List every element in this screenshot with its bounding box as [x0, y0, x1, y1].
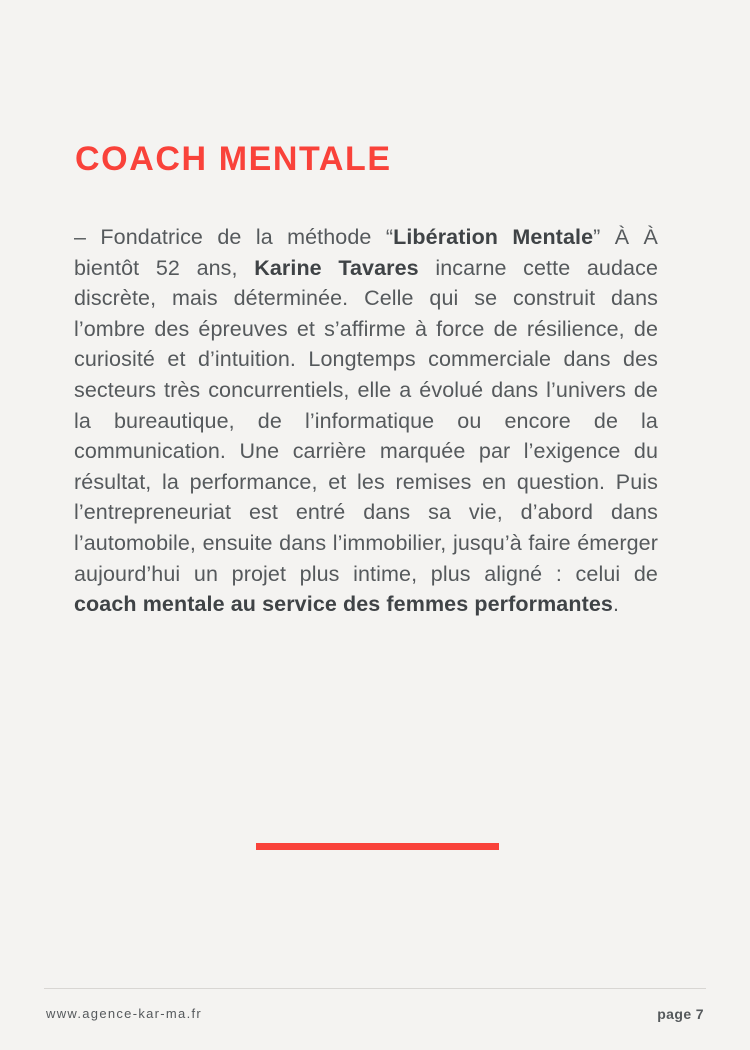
footer-page-number: page 7 [657, 1006, 704, 1022]
page-title: COACH MENTALE [75, 139, 392, 178]
page-footer [0, 988, 750, 1050]
footer-website: www.agence-kar-ma.fr [46, 1006, 203, 1021]
accent-divider [256, 843, 499, 850]
footer-separator [44, 988, 706, 989]
body-paragraph: – Fondatrice de la méthode “Libération Mentale” À À bientôt 52 ans, Karine Tavares incarne cette audace discrète, mais déterminée. Celle qui se construit dans l’ombre des épreuves et s’affirme à force de résilience, de curiosité et d’intuition. Longtemps commerciale dans des secteurs très concurrentiels, elle a évolué dans l’univers de la bureautique, de l’informatique ou encore de la communication. Une carrière marquée par l’exigence du résultat, la performance, et les remises en question. Puis l’entrepreneuriat est entré dans sa vie, d’abord dans l’automobile, ensuite dans l’immobilier, jusqu’à faire émerger aujourd’hui un projet plus intime, plus aligné : celui de coach mentale au service des femmes performantes. [74, 225, 659, 617]
